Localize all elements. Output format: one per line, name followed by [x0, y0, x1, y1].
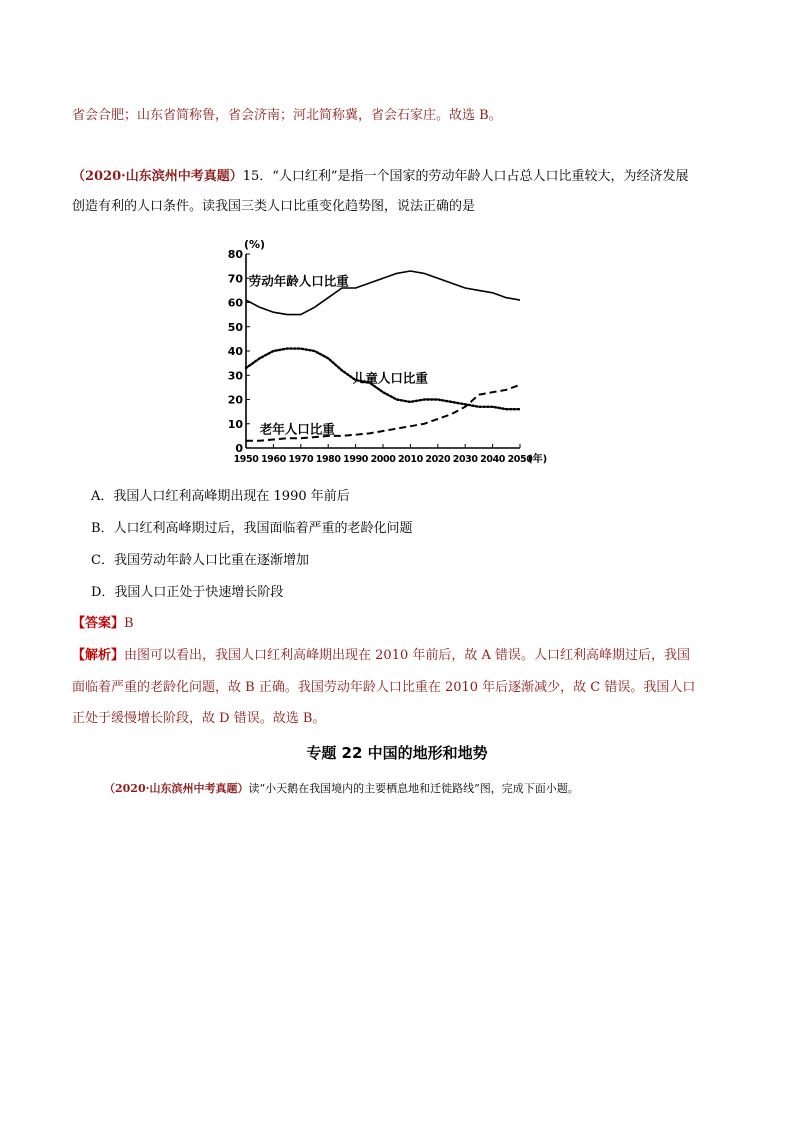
x-tick-label: 1960	[260, 454, 286, 465]
x-tick-label: 2020	[425, 454, 451, 465]
answer-value: B	[124, 616, 134, 631]
previous-analysis-tail: 省会合肥；山东省简称鲁，省会济南；河北简称冀，省会石家庄。故选 B。	[72, 108, 502, 123]
answer-line	[72, 612, 134, 631]
analysis-tag: 【解析】	[72, 648, 125, 663]
option-a: A．我国人口红利高峰期出现在 1990 年前后	[91, 489, 350, 504]
question-number: 15．	[242, 169, 273, 184]
x-tick-label: 2040	[480, 454, 506, 465]
next-question-intro	[104, 780, 579, 796]
x-tick-label: 2050	[507, 454, 533, 465]
analysis-line1	[72, 644, 690, 663]
analysis-line3: 正处于缓慢增长阶段，故 D 错误。故选 B。	[72, 711, 326, 726]
y-tick-label: 0	[235, 442, 243, 455]
y-tick-label: 20	[228, 393, 243, 407]
population-ratio-chart	[228, 232, 574, 470]
x-tick-label: 1970	[288, 454, 314, 465]
y-tick-label: 40	[228, 345, 243, 358]
option-b: B．人口红利高峰期过后，我国面临着严重的老龄化问题	[91, 521, 413, 536]
y-tick-label: 10	[228, 417, 243, 431]
question-stem-line2: 创造有利的人口条件。读我国三类人口比重变化趋势图，说法正确的是	[72, 199, 476, 214]
y-tick-label: 70	[228, 272, 243, 286]
next-question-source: （2020·山东滨州中考真题）	[104, 782, 249, 795]
analysis-line2: 面临着严重的老龄化问题，故 B 正确。我国劳动年龄人口比重在 2010 年后逐渐减少，故 C 错误。我国人口	[72, 680, 696, 695]
x-axis-unit: (年)	[528, 454, 548, 465]
y-tick-label: 30	[228, 369, 243, 383]
x-tick-label: 1980	[315, 454, 341, 465]
next-question-text: 读“小天鹅在我国境内的主要栖息地和迁徙路线”图，完成下面小题。	[248, 782, 579, 795]
option-d: D．我国人口正处于快速增长阶段	[91, 585, 284, 600]
answer-tag: 【答案】	[72, 616, 125, 631]
y-tick-label: 80	[228, 248, 243, 261]
x-tick-label: 2010	[397, 454, 423, 465]
chart-labels	[244, 238, 547, 465]
x-tick-label: 2000	[370, 454, 396, 465]
analysis-text-1: 由图可以看出，我国人口红利高峰期出现在 2010 年前后，故 A 错误。人口红利高峰期过后，我国	[124, 648, 691, 663]
question-stem-text: “人口红利”是指一个国家的劳动年龄人口占总人口比重较大，为经济发展	[272, 169, 689, 184]
option-c: C．我国劳动年龄人口比重在逐渐增加	[91, 553, 309, 568]
x-tick-label: 1950	[233, 454, 259, 465]
series-label-3: 老年人口比重	[259, 421, 335, 437]
section-title: 专题 22 中国的地形和地势	[306, 744, 488, 762]
x-tick-label: 1990	[343, 454, 369, 465]
y-axis-unit: (%)	[244, 238, 266, 251]
y-tick-label: 60	[228, 296, 243, 310]
question-stem-line1	[72, 165, 689, 184]
question-source: （2020·山东滨州中考真题）	[72, 169, 243, 184]
x-tick-label: 2030	[452, 454, 478, 465]
series-label-2: 儿童人口比重	[352, 370, 428, 386]
series-label-1: 劳动年龄人口比重	[248, 273, 349, 289]
chart-lines	[246, 271, 520, 441]
y-tick-label: 50	[228, 320, 243, 334]
